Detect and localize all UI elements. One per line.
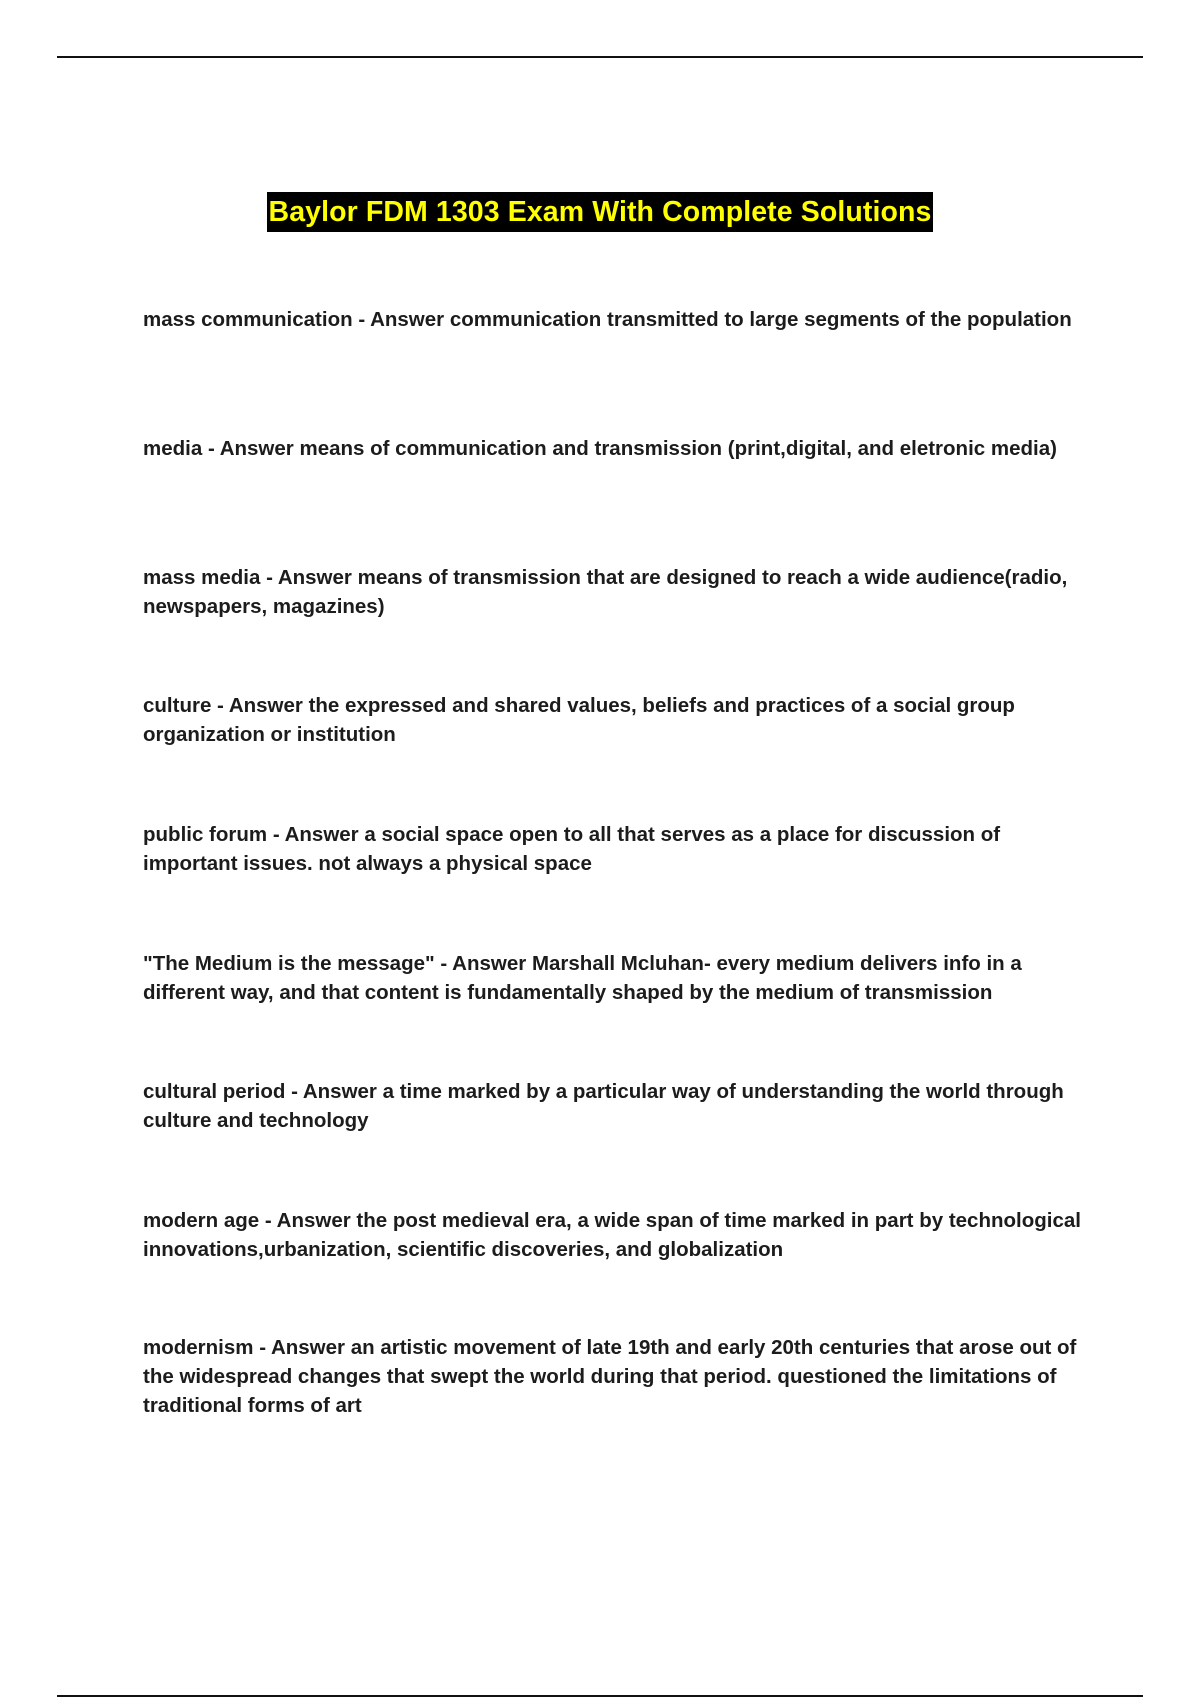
- entry-term: media: [143, 437, 203, 460]
- entry-answer: communication transmitted to large segments of the population: [449, 308, 1072, 331]
- entry-term: mass communication: [143, 308, 353, 331]
- title-container: [0, 192, 1200, 232]
- entry-modernism: [143, 1333, 1093, 1420]
- entry-term: modernism: [143, 1336, 254, 1359]
- answer-separator: - Answer: [267, 823, 365, 846]
- answer-separator: - Answer: [434, 952, 532, 975]
- entry-term: "The Medium is the message": [143, 952, 435, 975]
- entry-term: mass media: [143, 566, 261, 589]
- answer-separator: - Answer: [202, 437, 300, 460]
- entry-answer: the expressed and shared values, beliefs and practices of a social group organization or institution: [143, 694, 1015, 746]
- entry-answer: a social space open to all that serves as a place for discussion of important issues. not always a physical space: [143, 823, 1001, 875]
- entry-media: [143, 434, 1093, 463]
- page-title: Baylor FDM 1303 Exam With Complete Solutions: [267, 192, 934, 232]
- entry-term: cultural period: [143, 1080, 286, 1103]
- entry-answer: Marshall Mcluhan- every medium delivers info in a different way, and that content is fundamentally shaped by the medium of transmission: [143, 952, 1022, 1004]
- bottom-rule: [57, 1695, 1143, 1697]
- entry-mass-media: [143, 563, 1093, 621]
- top-rule: [57, 56, 1143, 58]
- answer-separator: - Answer: [285, 1080, 383, 1103]
- entry-culture: [143, 691, 1093, 749]
- answer-separator: - Answer: [259, 1209, 357, 1232]
- answer-separator: - Answer: [352, 308, 450, 331]
- entry-answer: the post medieval era, a wide span of time marked in part by technological innovations,urbanization, scientific discoveries, and globalization: [143, 1209, 1081, 1261]
- entry-answer: an artistic movement of late 19th and early 20th centuries that arose out of the widespread changes that swept the world during that period. questioned the limitations of traditional forms of art: [143, 1336, 1077, 1417]
- entry-modern-age: [143, 1206, 1093, 1264]
- entry-term: culture: [143, 694, 212, 717]
- entry-answer: means of transmission that are designed to reach a wide audience(radio, newspapers, magazines): [143, 566, 1068, 618]
- entry-term: public forum: [143, 823, 268, 846]
- entry-medium-is-message: [143, 949, 1093, 1007]
- answer-separator: - Answer: [260, 566, 358, 589]
- entry-public-forum: [143, 820, 1093, 878]
- entry-term: modern age: [143, 1209, 260, 1232]
- answer-separator: - Answer: [211, 694, 309, 717]
- entry-answer: a time marked by a particular way of understanding the world through culture and technology: [143, 1080, 1064, 1132]
- entry-mass-communication: [143, 305, 1093, 334]
- answer-separator: - Answer: [253, 1336, 351, 1359]
- entry-cultural-period: [143, 1077, 1093, 1135]
- entry-answer: means of communication and transmission (print,digital, and eletronic media): [299, 437, 1057, 460]
